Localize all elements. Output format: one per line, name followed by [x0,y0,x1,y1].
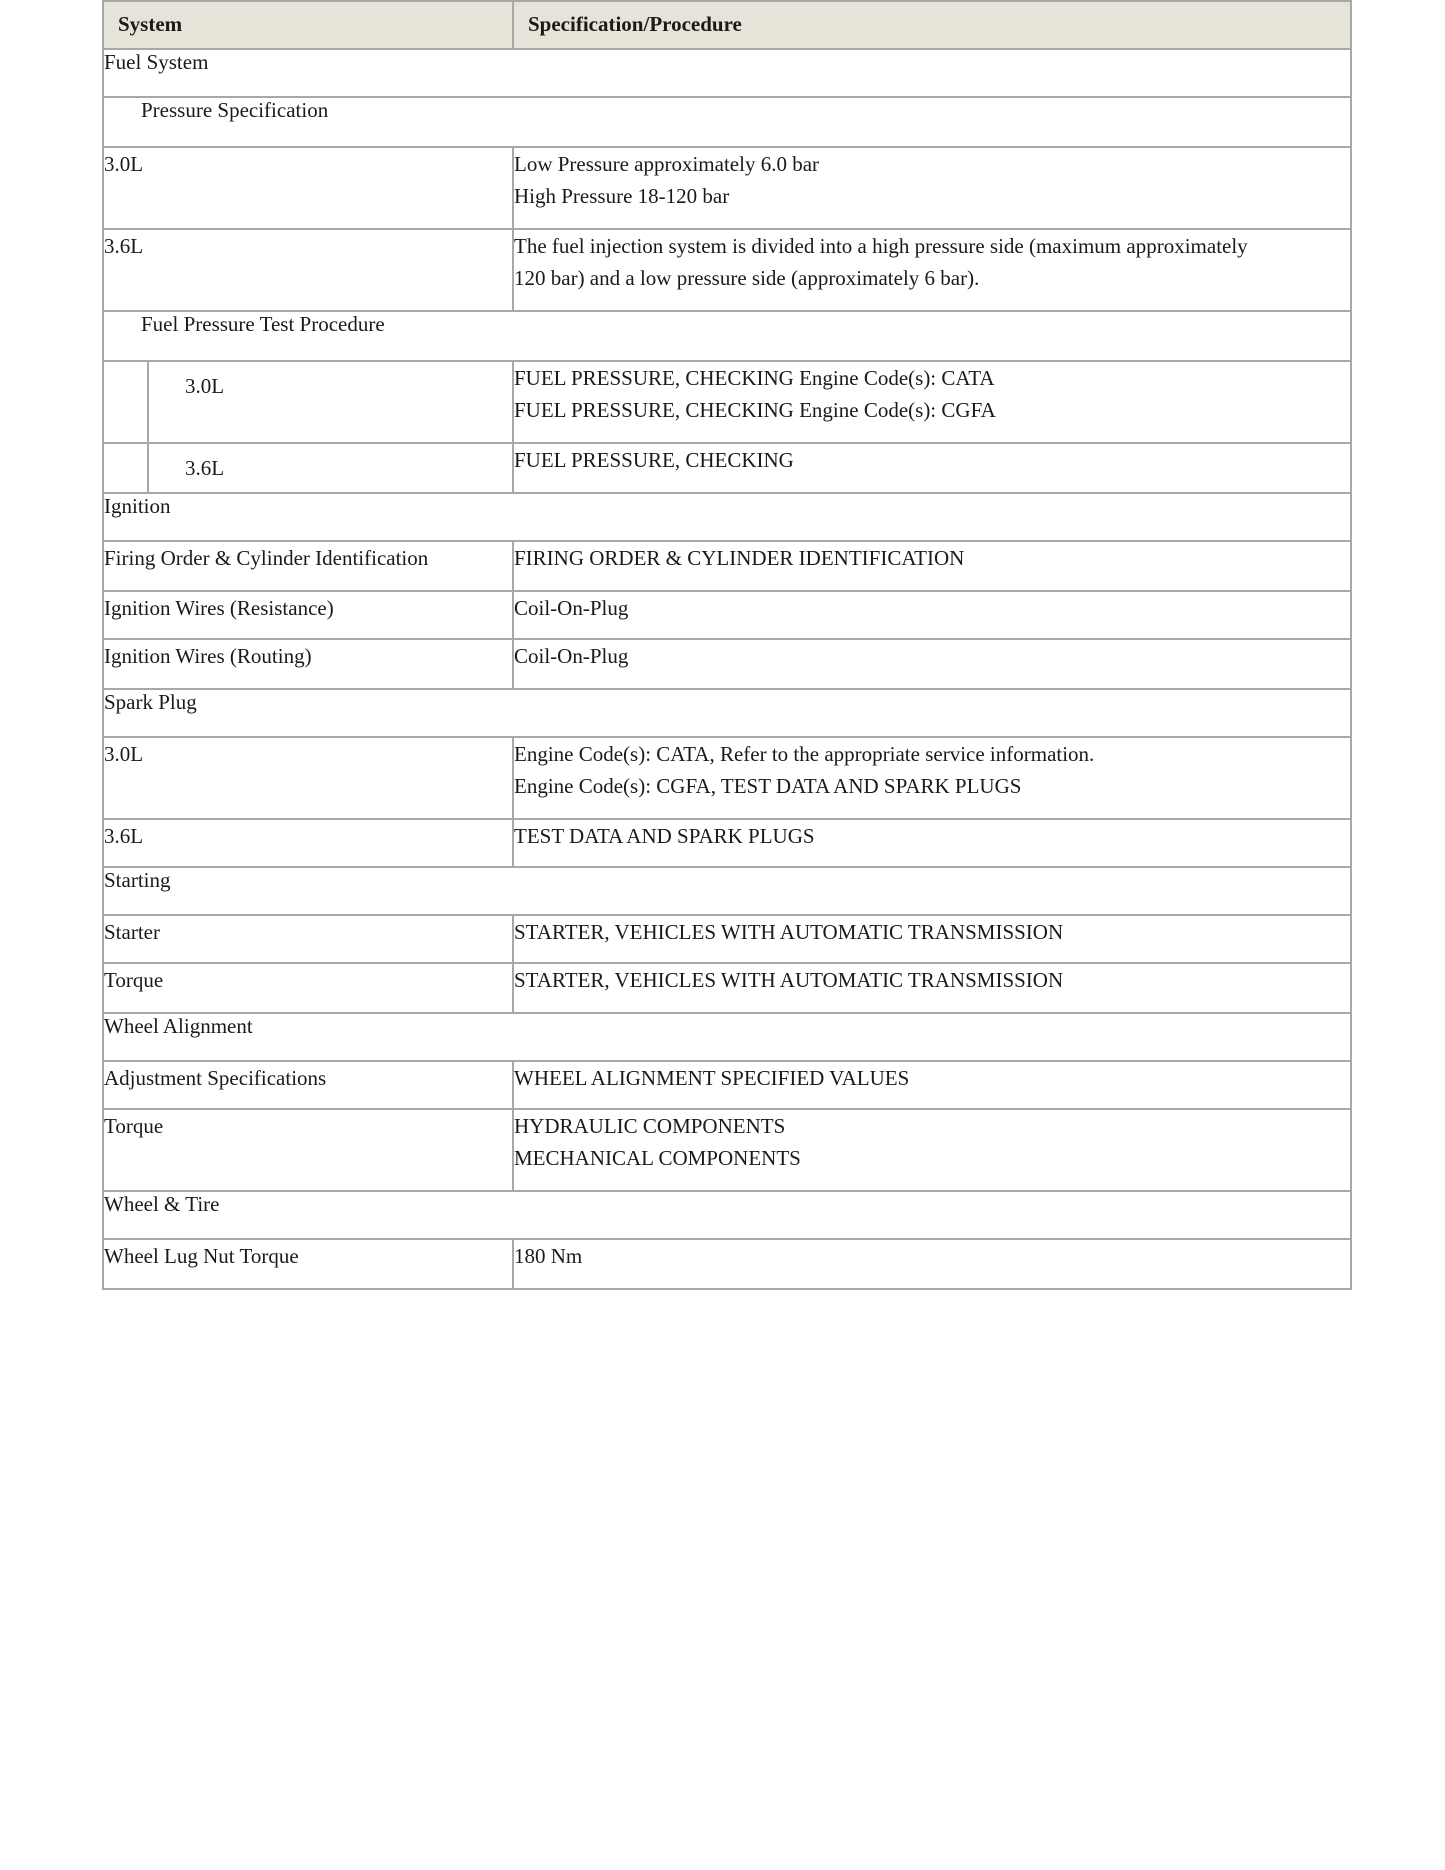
section-row-ignition [103,493,1351,541]
nested-indent-cell [104,362,149,442]
row-label: 3.6L [185,456,225,480]
table-row [103,737,1351,819]
subsection-title: Fuel Pressure Test Procedure [103,311,1351,361]
section-title: Spark Plug [103,689,1351,737]
table-row [103,229,1351,311]
row-label: 3.0L [185,374,225,398]
row-label-nested [103,361,513,443]
value-line: FUEL PRESSURE, CHECKING Engine Code(s): CATA [514,366,995,390]
row-label: Torque [103,963,513,1013]
table-row [103,443,1351,493]
value-line: FUEL PRESSURE, CHECKING Engine Code(s): CGFA [514,398,996,422]
row-value: WHEEL ALIGNMENT SPECIFIED VALUES [513,1061,1351,1109]
table-row [103,915,1351,963]
row-value: STARTER, VEHICLES WITH AUTOMATIC TRANSMISSION [513,915,1351,963]
row-value [513,737,1351,819]
table-row [103,1109,1351,1191]
row-label: Adjustment Specifications [103,1061,513,1109]
row-label-nested [103,443,513,493]
table-header-row [103,1,1351,49]
table-row [103,1239,1351,1289]
row-value: Coil-On-Plug [513,639,1351,689]
section-title: Ignition [103,493,1351,541]
value-line: The fuel injection system is divided into a high pressure side (maximum approximately [514,234,1248,258]
subsection-row-fuel-pressure-test [103,311,1351,361]
row-label: Torque [103,1109,513,1191]
row-label: Wheel Lug Nut Torque [103,1239,513,1289]
table-row [103,639,1351,689]
row-label: Ignition Wires (Resistance) [103,591,513,639]
section-title: Wheel Alignment [103,1013,1351,1061]
value-line: 120 bar) and a low pressure side (approximately 6 bar). [514,266,980,290]
row-value: Coil-On-Plug [513,591,1351,639]
row-label: 3.0L [103,147,513,229]
value-line: FUEL PRESSURE, CHECKING [514,448,794,472]
row-value [513,443,1351,493]
row-label: 3.0L [103,737,513,819]
row-value: STARTER, VEHICLES WITH AUTOMATIC TRANSMISSION [513,963,1351,1013]
nested-indent-cell [104,444,149,492]
subsection-title: Pressure Specification [103,97,1351,147]
section-title: Wheel & Tire [103,1191,1351,1239]
table-row [103,819,1351,867]
row-value [513,229,1351,311]
section-row-fuel-system [103,49,1351,97]
row-value [513,147,1351,229]
section-row-wheel-alignment [103,1013,1351,1061]
table-row [103,147,1351,229]
section-row-starting [103,867,1351,915]
row-label: Ignition Wires (Routing) [103,639,513,689]
section-row-wheel-tire [103,1191,1351,1239]
row-value [513,361,1351,443]
specifications-table [102,0,1352,1290]
row-value: 180 Nm [513,1239,1351,1289]
table-row [103,591,1351,639]
row-value: TEST DATA AND SPARK PLUGS [513,819,1351,867]
table-row [103,361,1351,443]
table-row [103,963,1351,1013]
section-title: Fuel System [103,49,1351,97]
header-specification: Specification/Procedure [513,1,1351,49]
row-value [513,1109,1351,1191]
section-row-spark-plug [103,689,1351,737]
value-line: High Pressure 18-120 bar [514,184,730,208]
header-system: System [103,1,513,49]
table-row [103,541,1351,591]
row-value: FIRING ORDER & CYLINDER IDENTIFICATION [513,541,1351,591]
table-row [103,1061,1351,1109]
value-line: Engine Code(s): CATA, Refer to the appropriate service information. [514,742,1095,766]
row-label: 3.6L [103,819,513,867]
value-line: MECHANICAL COMPONENTS [514,1146,801,1170]
value-line: HYDRAULIC COMPONENTS [514,1114,786,1138]
row-label: Starter [103,915,513,963]
subsection-row-pressure-specification [103,97,1351,147]
value-line: Engine Code(s): CGFA, TEST DATA AND SPARK PLUGS [514,774,1022,798]
row-label: 3.6L [103,229,513,311]
value-line: Low Pressure approximately 6.0 bar [514,152,820,176]
section-title: Starting [103,867,1351,915]
row-label: Firing Order & Cylinder Identification [103,541,513,591]
